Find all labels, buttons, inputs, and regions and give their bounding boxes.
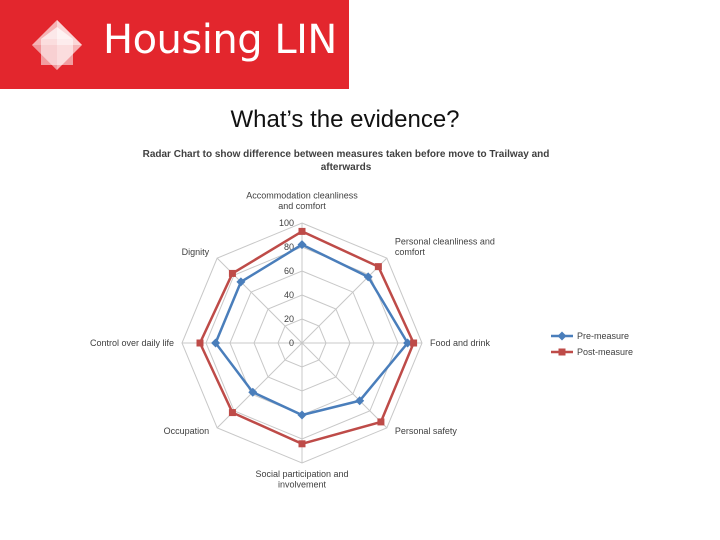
legend-label: Post-measure	[577, 347, 634, 357]
brand-banner	[0, 0, 349, 89]
brand-name: Housing LIN	[103, 17, 337, 63]
radial-tick-label: 80	[283, 242, 294, 252]
axis-label: Control over daily life	[89, 338, 174, 348]
axis-label: Occupation	[163, 425, 210, 436]
chart-title	[143, 149, 550, 173]
axis-label: Dignity	[181, 247, 210, 258]
radial-tick-label: 100	[278, 218, 294, 228]
chart-legend	[551, 331, 633, 357]
radar-chart	[0, 140, 720, 500]
legend-swatch-marker	[559, 349, 566, 356]
axis-label: Accommodation cleanliness	[246, 190, 358, 201]
series-point	[299, 440, 306, 447]
series-point	[377, 418, 384, 425]
series-point	[299, 228, 306, 235]
radial-tick-label: 60	[283, 266, 294, 276]
radial-tick-label: 20	[283, 314, 294, 324]
chart-title-line: afterwards	[320, 162, 372, 173]
legend-swatch-marker	[558, 332, 567, 341]
series-point	[410, 340, 417, 347]
axis-label: Personal safety	[394, 425, 457, 436]
radial-tick-label: 0	[288, 338, 294, 348]
axis-label: comfort	[394, 247, 425, 258]
legend-label: Pre-measure	[577, 331, 630, 341]
radial-tick-label: 40	[283, 290, 294, 300]
series-point	[229, 409, 236, 416]
series-point	[229, 270, 236, 277]
axis-label: and comfort	[278, 201, 326, 211]
axis-label: involvement	[277, 479, 327, 490]
series-point	[298, 411, 307, 420]
series-point	[197, 340, 204, 347]
axis-label: Personal cleanliness and	[394, 236, 495, 247]
series-point	[375, 263, 382, 270]
chart-title-line: Radar Chart to show difference between measures taken before move to Trailway and	[142, 149, 550, 160]
axis-label: Food and drink	[430, 338, 491, 348]
slide-title: What’s the evidence?	[230, 106, 460, 133]
house-diamond-logo-icon	[30, 18, 84, 72]
axis-label: Social participation and	[255, 469, 349, 479]
